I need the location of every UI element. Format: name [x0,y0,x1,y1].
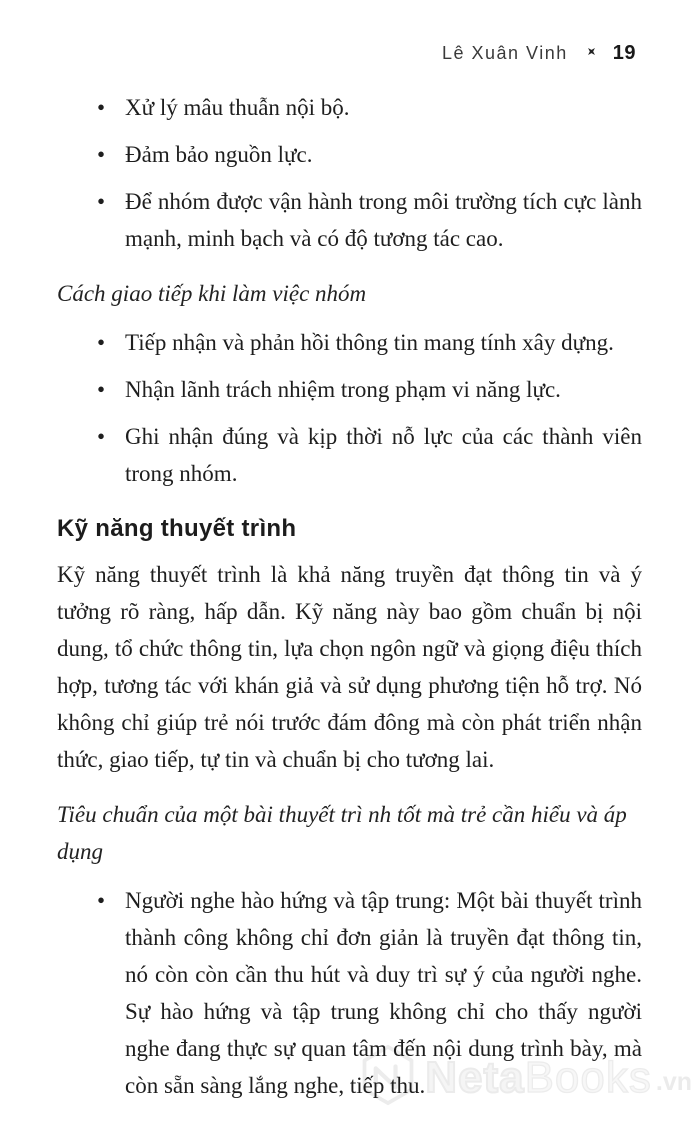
list-item [57,136,642,173]
watermark-domain-suffix: .vn [655,1068,692,1096]
bullet-icon: • [97,95,106,120]
italic-subheading-standards: Tiêu chuẩn của một bài thuyết trì nh tốt mà trẻ cần hiểu và áp dụng [57,802,627,864]
page-header [0,0,700,65]
list-item-text: Để nhóm được vận hành trong môi trường tích cực lành mạnh, minh bạch và có độ tương tác cao. [125,189,642,251]
list-item [57,324,642,361]
list-item [57,89,642,126]
list-item-text: Tiếp nhận và phản hồi thông tin mang tính xây dựng. [125,330,614,355]
paragraph-presentation-skills: Kỹ năng thuyết trình là khả năng truyền đạt thông tin và ý tưởng rõ ràng, hấp dẫn. Kỹ năng này bao gồm chuẩn bị nội dung, tổ chức thông tin, lựa chọn ngôn ngữ và giọng điệu thích hợp, tương tác với khán giả và sử dụng phương tiện hỗ trợ. Nó không chỉ giúp trẻ nói trước đám đông mà còn phát triển nhận thức, giao tiếp, tự tin và chuẩn bị cho tương lai. [57,562,642,772]
list-item-text: Ghi nhận đúng và kịp thời nỗ lực của các thành viên trong nhóm. [125,424,642,486]
bullet-icon: • [97,888,106,913]
list-item [57,882,642,1104]
list-item [57,371,642,408]
list-item-text: Người nghe hào hứng và tập trung: Một bài thuyết trình thành công không chỉ đơn giản là truyền đạt thông tin, nó còn còn cần thu hút và duy trì sự ý của người nghe. Sự hào hứng và tập trung không chỉ cho thấy người nghe đang thực sự quan tâm đến nội dung trình bày, mà còn sẵn sàng lắng nghe, tiếp thu. [125,888,642,1098]
bullet-icon: • [97,424,106,449]
page-body [0,89,700,1104]
bullet-icon: • [97,377,106,402]
bullet-list-communication [57,324,642,492]
bullet-icon: • [97,142,106,167]
bullet-list-standards [57,882,642,1104]
italic-subheading-communication: Cách giao tiếp khi làm việc nhóm [57,281,367,306]
list-item [57,418,642,492]
bullet-list-teamwork-goals [57,89,642,257]
bullet-icon: • [97,189,106,214]
list-item-text: Đảm bảo nguồn lực. [125,142,313,167]
list-item-text: Xử lý mâu thuẫn nội bộ. [125,95,350,120]
watermark-brand-light: Books [524,1052,652,1102]
watermark-brand-bold: Neta [425,1052,525,1102]
section-heading-presentation-skills: Kỹ năng thuyết trình [57,515,297,542]
running-head-author: Lê Xuân Vinh [441,43,568,63]
list-item-text: Nhận lãnh trách nhiệm trong phạm vi năng lực. [125,377,561,402]
list-item [57,183,642,257]
page-number: 19 [612,42,636,64]
bullet-icon: • [97,330,106,355]
four-point-star-icon [585,45,598,63]
